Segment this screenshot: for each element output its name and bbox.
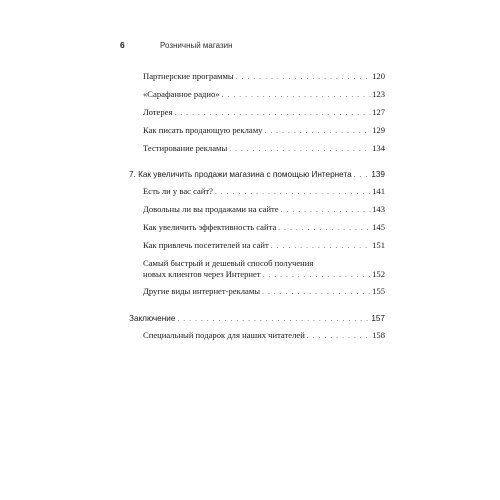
toc-entry-multiline[interactable] [143,258,385,281]
toc-leader-dots [174,108,371,119]
toc-entry-title: Тестирование рекламы [143,143,228,153]
toc-leader-dots [281,205,371,216]
toc-leader-dots [307,331,371,342]
toc-entry[interactable] [143,143,385,155]
toc-entry-title-line1: Самый быстрый и дешевый способ получения [143,258,314,268]
toc-leader-dots [271,241,371,252]
toc-leader-dots [215,187,371,198]
toc-entry-page: 157 [371,314,385,323]
toc-entry[interactable] [143,186,385,198]
toc-leader-dots [177,314,370,325]
toc-entry-title: Как увеличить эффективность сайта [143,222,277,232]
toc-leader-dots [278,223,371,234]
toc-entry-line2 [143,269,385,281]
toc-entry-title: Заключение [129,314,176,323]
toc-entry[interactable] [143,330,385,342]
toc-entry-page: 127 [372,107,385,117]
toc-entry-title: Как писать продающую рекламу [143,125,263,135]
toc-entry-title: «Сарафанное радио» [143,89,220,99]
toc-entry-page: 141 [372,186,385,196]
toc-entry-page: 155 [372,286,385,296]
toc-entry-page: 120 [372,71,385,81]
toc-entry[interactable] [143,71,385,83]
toc-entry-page: 143 [372,204,385,214]
page-number: 6 [120,40,125,50]
toc-entry-title-line2: новых клиентов через Интернет [143,269,261,279]
toc-leader-dots [262,287,371,298]
toc-entry-title: Есть ли у вас сайт? [143,186,213,196]
toc-leader-dots [354,170,371,181]
running-title: Розничный магазин [160,41,233,50]
toc-entry[interactable] [143,286,385,298]
toc-entry[interactable] [143,107,385,119]
toc-entry-page: 139 [371,170,385,179]
toc-entry-title: 7. Как увеличить продажи магазина с помощью Интернета [129,170,352,179]
toc-entry-page: 123 [372,89,385,99]
toc-entry-page: 145 [372,222,385,232]
toc-entry-title: Партнерские программы [143,71,234,81]
toc-entry-page: 158 [372,330,385,340]
toc-entry-page: 129 [372,125,385,135]
toc-leader-dots [222,90,372,101]
toc-entry-title: Довольны ли вы продажами на сайте [143,204,279,214]
toc-chapter-entry[interactable] [129,169,385,181]
toc-leader-dots [263,270,372,281]
toc-entry[interactable] [143,222,385,234]
toc-entry[interactable] [143,204,385,216]
toc-entry[interactable] [143,125,385,137]
toc-leader-dots [229,144,371,155]
toc-entry-page: 152 [372,269,385,279]
toc-entry[interactable] [143,240,385,252]
toc-entry-title: Как привлечь посетителей на сайт [143,240,269,250]
toc-leader-dots [264,126,371,137]
toc-entry[interactable] [143,89,385,101]
toc-entry-title: Другие виды интернет-рекламы [143,286,261,296]
toc-chapter-entry[interactable] [129,313,385,325]
toc-entry-title: Специальный подарок для наших читателей [143,330,305,340]
toc-entry-page: 151 [372,240,385,250]
toc-entry-page: 134 [372,143,385,153]
toc-entry-title: Лотерея [143,107,173,117]
toc-leader-dots [236,72,371,83]
